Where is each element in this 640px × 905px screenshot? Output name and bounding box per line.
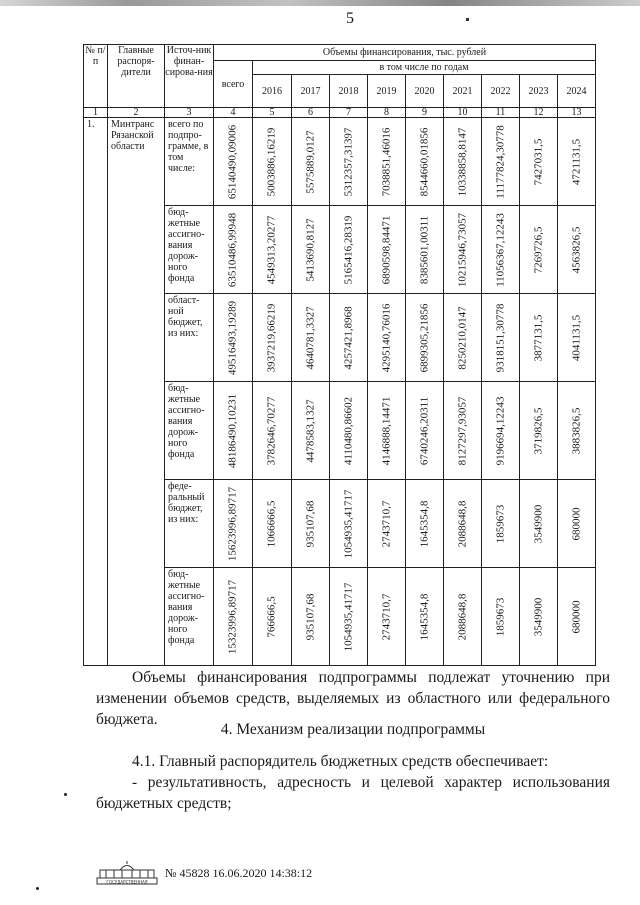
value-cell [520,480,558,568]
scan-speck [64,793,67,796]
funding-source: област-ной бюджет, из них: [165,294,214,382]
column-number: 9 [406,108,444,118]
value-text: 4110480,86602 [342,396,354,465]
registry-stamp [96,860,158,891]
column-number: 12 [520,108,558,118]
column-number: 7 [330,108,368,118]
header-number: № п/п [84,45,108,108]
value-text: 1054935,41717 [342,489,354,558]
value-cell [253,568,292,666]
year-header: 2022 [482,75,520,108]
value-cell [330,294,368,382]
value-text: 4041131,5 [570,314,582,361]
value-text: 1645354,8 [418,593,430,640]
value-cell [253,206,292,294]
value-cell [444,294,482,382]
value-text: 7427031,5 [532,138,544,185]
value-text: 4549313,20277 [265,215,278,284]
column-number: 13 [558,108,596,118]
value-cell [444,382,482,480]
value-text: 766666,5 [265,595,278,638]
value-cell [482,480,520,568]
column-number: 1 [84,108,108,118]
value-text: 3782646,70277 [265,396,278,465]
value-cell [520,118,558,206]
value-text: 2088648,8 [456,593,468,640]
value-text: 6890598,84471 [380,215,392,284]
value-cell [406,568,444,666]
header-source: Источ-ник финан-сирова-ния [165,45,214,108]
header-by-year: в том числе по годам [253,61,596,75]
value-text: 6899305,21856 [418,303,430,372]
value-cell [482,568,520,666]
value-text: 5003886,16219 [265,127,278,196]
year-header: 2023 [520,75,558,108]
scan-mark [466,18,469,21]
value-cell [330,568,368,666]
value-text: 3549900 [532,504,544,543]
value-cell [444,206,482,294]
value-cell [368,568,406,666]
value-text: 680000 [570,600,582,633]
value-text: 6740246,20311 [418,396,430,465]
value-cell [253,294,292,382]
value-text: 8385601,00311 [418,215,430,284]
value-cell [214,382,253,480]
value-text: 4563826,5 [570,226,582,273]
scan-top-edge [0,0,640,6]
value-cell [406,206,444,294]
paragraph-bullet: - результативность, адресность и целевой характер использования бюджетных средств; [96,774,610,812]
value-text: 5575889,0127 [304,129,316,194]
section-heading: 4. Механизм реализации подпрограммы [220,721,486,738]
value-text: 935107,68 [304,593,316,640]
funding-source: бюд-жетные ассигно-вания дорож-ного фонда [165,382,214,480]
value-cell [406,118,444,206]
value-text: 2088648,8 [456,500,468,547]
page-number: 5 [346,10,354,27]
value-cell [292,118,330,206]
value-text: 4257421,8968 [342,305,354,370]
value-text: 4478583,1327 [304,398,316,463]
value-cell [214,118,253,206]
value-text: 8544660,01856 [418,127,430,196]
value-text: 1054935,41717 [342,582,354,651]
financing-table [83,44,596,666]
value-cell [406,382,444,480]
value-text: 11056367,12243 [494,212,506,287]
value-cell [214,206,253,294]
column-number-row [84,108,596,118]
paragraph-4-1: 4.1. Главный распорядитель бюджетных средств обеспечивает: [132,753,549,770]
value-cell [444,480,482,568]
value-text: 63510486,99948 [226,212,239,287]
value-text: 2743710,7 [380,500,392,547]
value-cell [330,206,368,294]
value-text: 7038851,46016 [380,127,392,196]
value-cell [406,480,444,568]
value-text: 680000 [570,507,582,540]
value-cell [444,568,482,666]
registration-info [165,866,312,881]
value-cell [292,294,330,382]
year-header: 2021 [444,75,482,108]
table-row [84,118,596,206]
value-text: 15323996,89717 [226,579,239,654]
funding-source: феде-ральный бюджет, из них: [165,480,214,568]
value-cell [482,206,520,294]
value-text: 2743710,7 [380,593,392,640]
value-cell [406,294,444,382]
value-text: 3549900 [532,597,544,636]
year-header: 2020 [406,75,444,108]
value-cell [520,294,558,382]
value-cell [214,294,253,382]
value-cell [558,294,596,382]
funding-source: бюд-жетные ассигно-вания дорож-ного фонда [165,206,214,294]
value-cell [520,382,558,480]
column-number: 2 [108,108,165,118]
value-text: 10338858,8147 [456,127,468,196]
column-number: 6 [292,108,330,118]
value-cell [292,382,330,480]
value-text: 11177824,30778 [494,124,506,199]
column-number: 4 [214,108,253,118]
column-number: 5 [253,108,292,118]
value-cell [253,382,292,480]
header-manager: Главные распоря-дители [108,45,165,108]
column-number: 3 [165,108,214,118]
value-text: 10215946,73057 [456,212,468,287]
value-text: 1859673 [494,597,506,636]
value-text: 15623996,89717 [226,486,239,561]
paragraph-volumes-note: Объемы финансирования подпрограммы подлежат уточнению при изменении объемов средств, выделяемых из областного или федерального бюджета. [96,669,610,728]
value-cell [253,118,292,206]
value-text: 8250210,0147 [456,305,468,370]
value-text: 3937219,66219 [265,303,278,372]
value-text: 9318151,30778 [494,303,506,372]
value-cell [558,206,596,294]
value-text: 4640781,3327 [304,305,316,370]
value-text: 4295140,76016 [380,303,392,372]
value-text: 49516493,19289 [226,300,239,375]
value-text: 3877131,5 [532,314,544,361]
value-cell [444,118,482,206]
value-cell [292,480,330,568]
value-text: 9196694,12243 [494,396,506,465]
column-number: 11 [482,108,520,118]
value-cell [368,382,406,480]
value-cell [292,568,330,666]
value-cell [330,480,368,568]
registration-timestamp: 16.06.2020 14:38:12 [212,866,313,880]
scan-speck [36,887,39,890]
value-cell [558,568,596,666]
value-text: 3719826,5 [532,407,544,454]
value-cell [253,480,292,568]
value-cell [482,118,520,206]
value-cell [330,382,368,480]
stamp-caption: ГОСУДАРСТВЕННАЯ [106,879,148,885]
value-cell [214,480,253,568]
year-header: 2016 [253,75,292,108]
header-total: всего [214,61,253,108]
value-cell [520,206,558,294]
header-volumes: Объемы финансирования, тыс. рублей [214,45,596,61]
manager-name: Минтранс Рязанской области [108,118,165,666]
value-cell [482,294,520,382]
value-cell [558,382,596,480]
year-header: 2018 [330,75,368,108]
value-cell [368,206,406,294]
value-text: 5413690,8127 [304,217,316,282]
value-cell [214,568,253,666]
value-cell [558,480,596,568]
year-header: 2017 [292,75,330,108]
building-emblem-icon [96,860,158,886]
value-cell [482,382,520,480]
value-text: 1066666,5 [265,500,278,547]
value-text: 48186490,10231 [226,393,239,468]
value-cell [368,118,406,206]
value-text: 5165416,28319 [342,215,354,284]
value-cell [330,118,368,206]
year-header: 2019 [368,75,406,108]
column-number: 10 [444,108,482,118]
value-cell [292,206,330,294]
value-text: 3883826,5 [570,407,582,454]
funding-source: всего по подпро-грамме, в том числе: [165,118,214,206]
value-text: 7269726,5 [532,226,544,273]
value-text: 4721131,5 [570,138,582,185]
value-text: 4146888,14471 [380,396,392,465]
registration-number: № 45828 [165,866,210,880]
column-number: 8 [368,108,406,118]
value-cell [368,294,406,382]
funding-source: бюд-жетные ассигно-вания дорож-ного фонда [165,568,214,666]
value-text: 935107,68 [304,500,316,547]
value-cell [558,118,596,206]
value-text: 8127297,93057 [456,396,468,465]
value-text: 1645354,8 [418,500,430,547]
year-header: 2024 [558,75,596,108]
value-text: 65140490,09006 [226,124,239,199]
value-text: 1859673 [494,504,506,543]
value-cell [520,568,558,666]
value-cell [368,480,406,568]
row-number: 1. [84,118,108,666]
value-text: 5312357,31397 [342,127,354,196]
